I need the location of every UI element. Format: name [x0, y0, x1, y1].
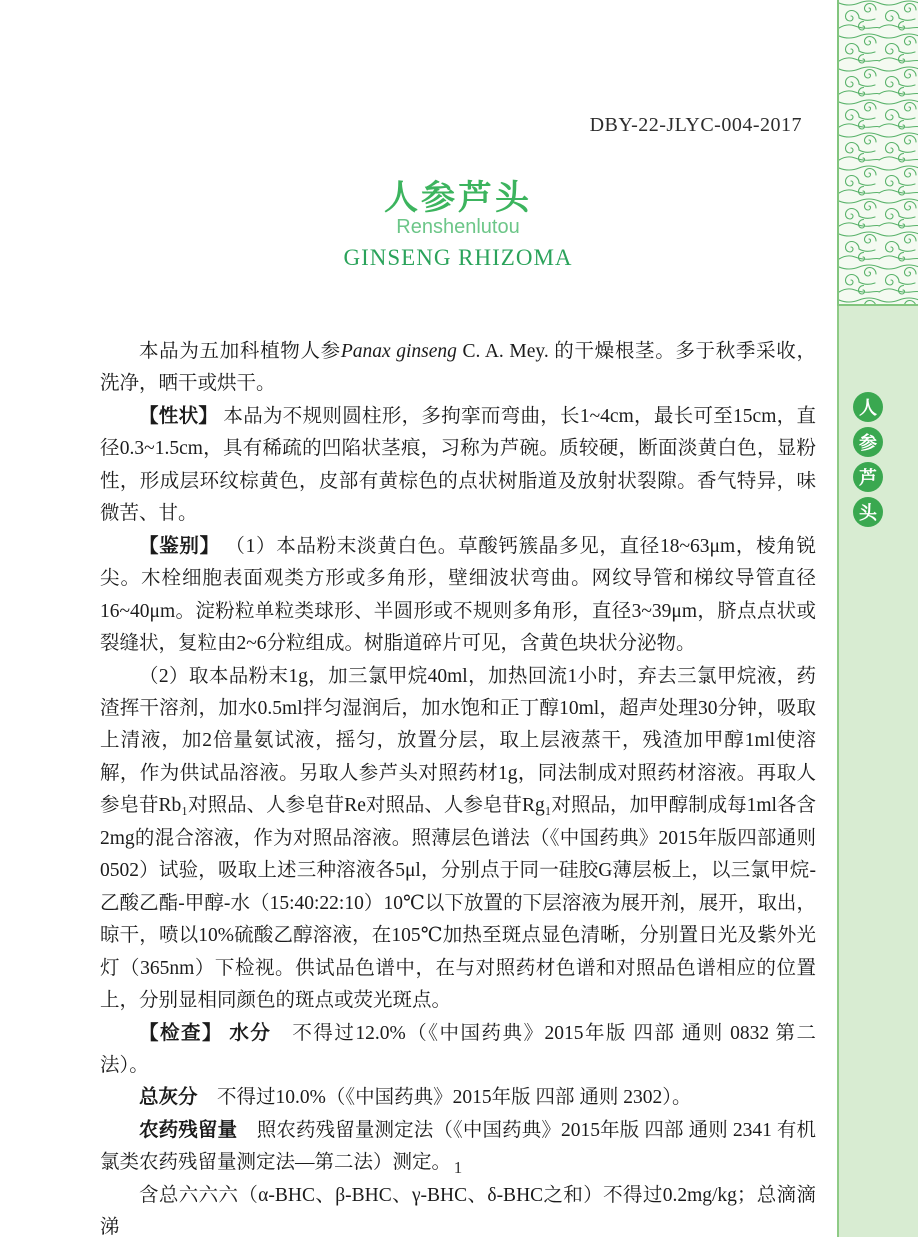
- text-run: 本品为五加科植物人参: [139, 341, 341, 362]
- section-label: 【检查】 水分: [139, 1022, 272, 1044]
- page-title-latin: GINSENG RHIZOMA: [343, 245, 573, 270]
- tab-char-circle: 芦: [853, 462, 883, 492]
- section-label: 【性状】: [139, 405, 219, 427]
- section-label: 农药残留量: [139, 1119, 238, 1141]
- text-run: 不得过10.0%（《中国药典》2015年版 四部 通则 2302）。: [197, 1087, 692, 1109]
- text-run: C. A. Mey. 的干燥根茎。多于秋季采收，洗净，晒干或烘干。: [100, 341, 816, 395]
- sidebar-title-tab: [853, 392, 883, 527]
- text-run: 含总六六六（α-BHC、β-BHC、γ-BHC、δ-BHC之和）不得过0.2mg/kg；总滴滴涕: [100, 1184, 816, 1237]
- section-label: 总灰分: [139, 1087, 198, 1109]
- text-run: （2）取本品粉末1g，加三氯甲烷40ml，加热回流1小时，弃去三氯甲烷液，药渣挥干溶剂，加水0.5ml拌匀湿润后，加水饱和正丁醇10ml，超声处理30分钟，吸取上清液，加2倍量氨试液，摇匀，放置分层，取上层液蒸干，残渣加甲醇1ml使溶解，作为供试品溶液。另取人参芦头对照药材1g，同法制成对照药材溶液。再取人参皂苷Rb₁对照品、人参皂苷Re对照品、人参皂苷Rg₁对照品，加甲醇制成每1ml各含2mg的混合溶液，作为对照品溶液。照薄层色谱法（《中国药典》2015年版四部通则0502）试验，吸取上述三种溶液各5μl，分别点于同一硅胶G薄层板上，以三氯甲烷-乙酸乙酯-甲醇-水（15:40:22:10）10℃以下放置的下层溶液为展开剂，展开，取出，晾干，喷以10%硫酸乙醇溶液，在105℃加热至斑点显色清晰，分别置日光及紫外光灯（365nm）下检视。供试品色谱中，在与对照药材色谱和对照品色谱相应的位置上，分别显相同颜色的斑点或荧光斑点。: [100, 665, 816, 1012]
- swirl-pattern-svg: [839, 0, 918, 304]
- text-run: （1）本品粉末淡黄白色。草酸钙簇晶多见，直径18~63μm，棱角锐尖。木栓细胞表面观类方形或多角形，壁细波状弯曲。网纹导管和梯纹导管直径16~40μm。淀粉粒单粒类球形、半圆形或不规则多角形，直径3~39μm，脐点点状或裂缝状，复粒由2~6分粒组成。树脂道碎片可见，含黄色块状分泌物。: [100, 535, 816, 655]
- tab-char-circle: 头: [853, 497, 883, 527]
- document-code: DBY-22-JLYC-004-2017: [589, 114, 802, 136]
- paragraph-identification-1: [100, 531, 816, 661]
- paragraph-bhc-limit: [100, 1180, 816, 1237]
- text-run: 照农药残留量测定法（《中国药典》2015年版 四部 通则 2341 有机氯类农药残留量测定法—第二法）测定。: [100, 1119, 816, 1174]
- decorative-sidebar: [837, 0, 918, 1237]
- paragraph-description: [100, 401, 816, 531]
- paragraph-check-moisture: [100, 1018, 816, 1083]
- paragraph-source: [100, 336, 816, 401]
- page-title-pinyin: Renshenlutou: [396, 216, 520, 238]
- text-run: 本品为不规则圆柱形，多拘挛而弯曲，长1~4cm，最长可至15cm，直径0.3~1.5cm，具有稀疏的凹陷状茎痕，习称为芦碗。质较硬，断面淡黄白色，显粉性，形成层环纹棕黄色，皮部有黄棕色的点状树脂道及放射状裂隙。香气特异，味微苦、甘。: [100, 405, 816, 525]
- paragraph-total-ash: [100, 1082, 816, 1114]
- paragraph-identification-2: [100, 661, 816, 1018]
- tab-char-circle: 人: [853, 392, 883, 422]
- latin-name-italic: Panax ginseng: [340, 341, 457, 362]
- cloud-swirl-pattern: [837, 0, 918, 306]
- page-number: 1: [453, 1158, 463, 1177]
- section-label: 【鉴别】: [139, 535, 220, 557]
- page-title: 人参芦头: [384, 179, 532, 217]
- tab-char-circle: 参: [853, 427, 883, 457]
- body-text: [100, 336, 816, 1237]
- text-run: 不得过12.0%（《中国药典》2015年版 四部 通则 0832 第二法）。: [100, 1022, 816, 1076]
